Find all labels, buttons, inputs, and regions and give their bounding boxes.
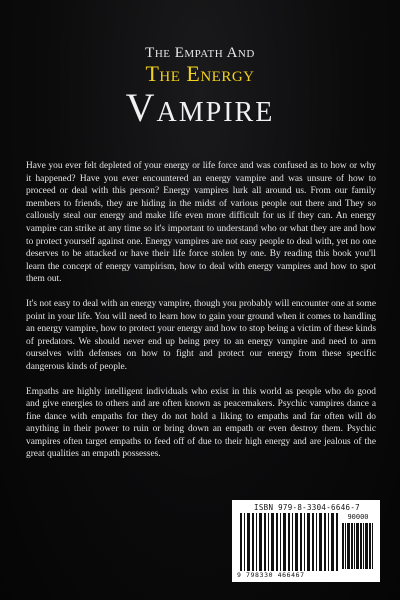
barcode-bar xyxy=(363,523,364,569)
barcode-bar xyxy=(365,523,368,569)
title-line-1: The Empath And xyxy=(145,45,255,61)
barcode-bar xyxy=(252,513,254,571)
barcode-bar xyxy=(316,513,317,571)
barcode-bar xyxy=(256,513,257,571)
barcode-addon-bars xyxy=(341,523,375,569)
barcode-bar xyxy=(328,513,329,571)
barcode-bar xyxy=(268,513,269,571)
barcode-bar xyxy=(283,513,286,571)
barcode-bar xyxy=(276,513,278,571)
barcode-bar xyxy=(300,513,302,571)
barcode-bar xyxy=(351,523,353,569)
price-code: 90000 xyxy=(347,513,369,521)
barcode-bar xyxy=(319,513,322,571)
blurb-paragraph-2: It's not easy to deal with an energy vampire, though you probably will encounter one at some point in your life. You will need to learn how to gain your ground when it comes to handling an energy vampire, how to protect your energy and how to stop being a victim of these kinds of predators. We should never end up being prey to an energy vampire and need to arm ourselves with defenses on how to fight and protect our energy from these specific dangerous kinds of people. xyxy=(26,298,376,372)
barcode-bar xyxy=(360,523,362,569)
barcode-bar xyxy=(247,513,250,571)
barcode-bar xyxy=(356,523,359,569)
barcode-bar xyxy=(295,513,298,571)
blurb xyxy=(26,160,376,473)
barcode-bar xyxy=(369,523,371,569)
barcode-bar xyxy=(331,513,334,571)
barcode-bar xyxy=(336,513,338,571)
barcode-bar xyxy=(244,513,245,571)
blurb-paragraph-1: Have you ever felt depleted of your energy or life force and was confused as to how or why it happened? Have you ever encountered an energy vampire and was unsure of how to proceed or deal with this person? Energy vampires lurk all around us. From our family members to friends, they are hiding in the midst of various people out there and They so callously steal our energy and make life even more difficult for us if they can. An energy vampire can strike at any time so it's important to understand who or what they are and how to protect yourself against one. Energy vampires are not easy people to deal with, yet no one deserves to be attacked or have their life force stolen by one. By reading this book you'll learn the concept of energy vampirism, how to deal with energy vampires and how to spot them out. xyxy=(26,161,376,285)
title-block xyxy=(0,44,400,130)
barcode-bar xyxy=(372,523,373,569)
title-line-2: The Energy xyxy=(145,61,255,86)
barcode-bar xyxy=(240,513,242,571)
barcode-digits: 9 798330 466467 xyxy=(237,571,305,579)
barcode-bar xyxy=(345,523,346,569)
barcode-bar xyxy=(342,523,344,569)
barcode-bar xyxy=(280,513,281,571)
barcode-bar xyxy=(259,513,262,571)
barcode-bar xyxy=(354,523,355,569)
barcode-bars xyxy=(239,513,339,571)
barcode-bar xyxy=(312,513,314,571)
title-line-3: Vampire xyxy=(125,85,275,130)
isbn-label: ISBN 979-8-3304-6646-7 xyxy=(254,503,360,512)
barcode-bar xyxy=(347,523,350,569)
barcode-bar xyxy=(264,513,266,571)
barcode-box xyxy=(232,500,380,582)
barcode-bar xyxy=(288,513,290,571)
barcode-bar xyxy=(304,513,305,571)
blurb-paragraph-3: Empaths are highly intelligent individuals who exist in this world as people who do good and give energies to others and are often known as peacemakers. Psychic vampires dance a fine dance with empaths for they do not hold a liking to empaths and far often will do anything in their power to ruin or bring down an empath or even destroy them. Psychic vampires often target empaths to feed off of due to their high energy and are jealous of the great qualities an empath possesses. xyxy=(26,386,376,460)
barcode-bar xyxy=(307,513,310,571)
barcode-bar xyxy=(324,513,326,571)
barcode-bar xyxy=(292,513,293,571)
barcode-bar xyxy=(271,513,274,571)
